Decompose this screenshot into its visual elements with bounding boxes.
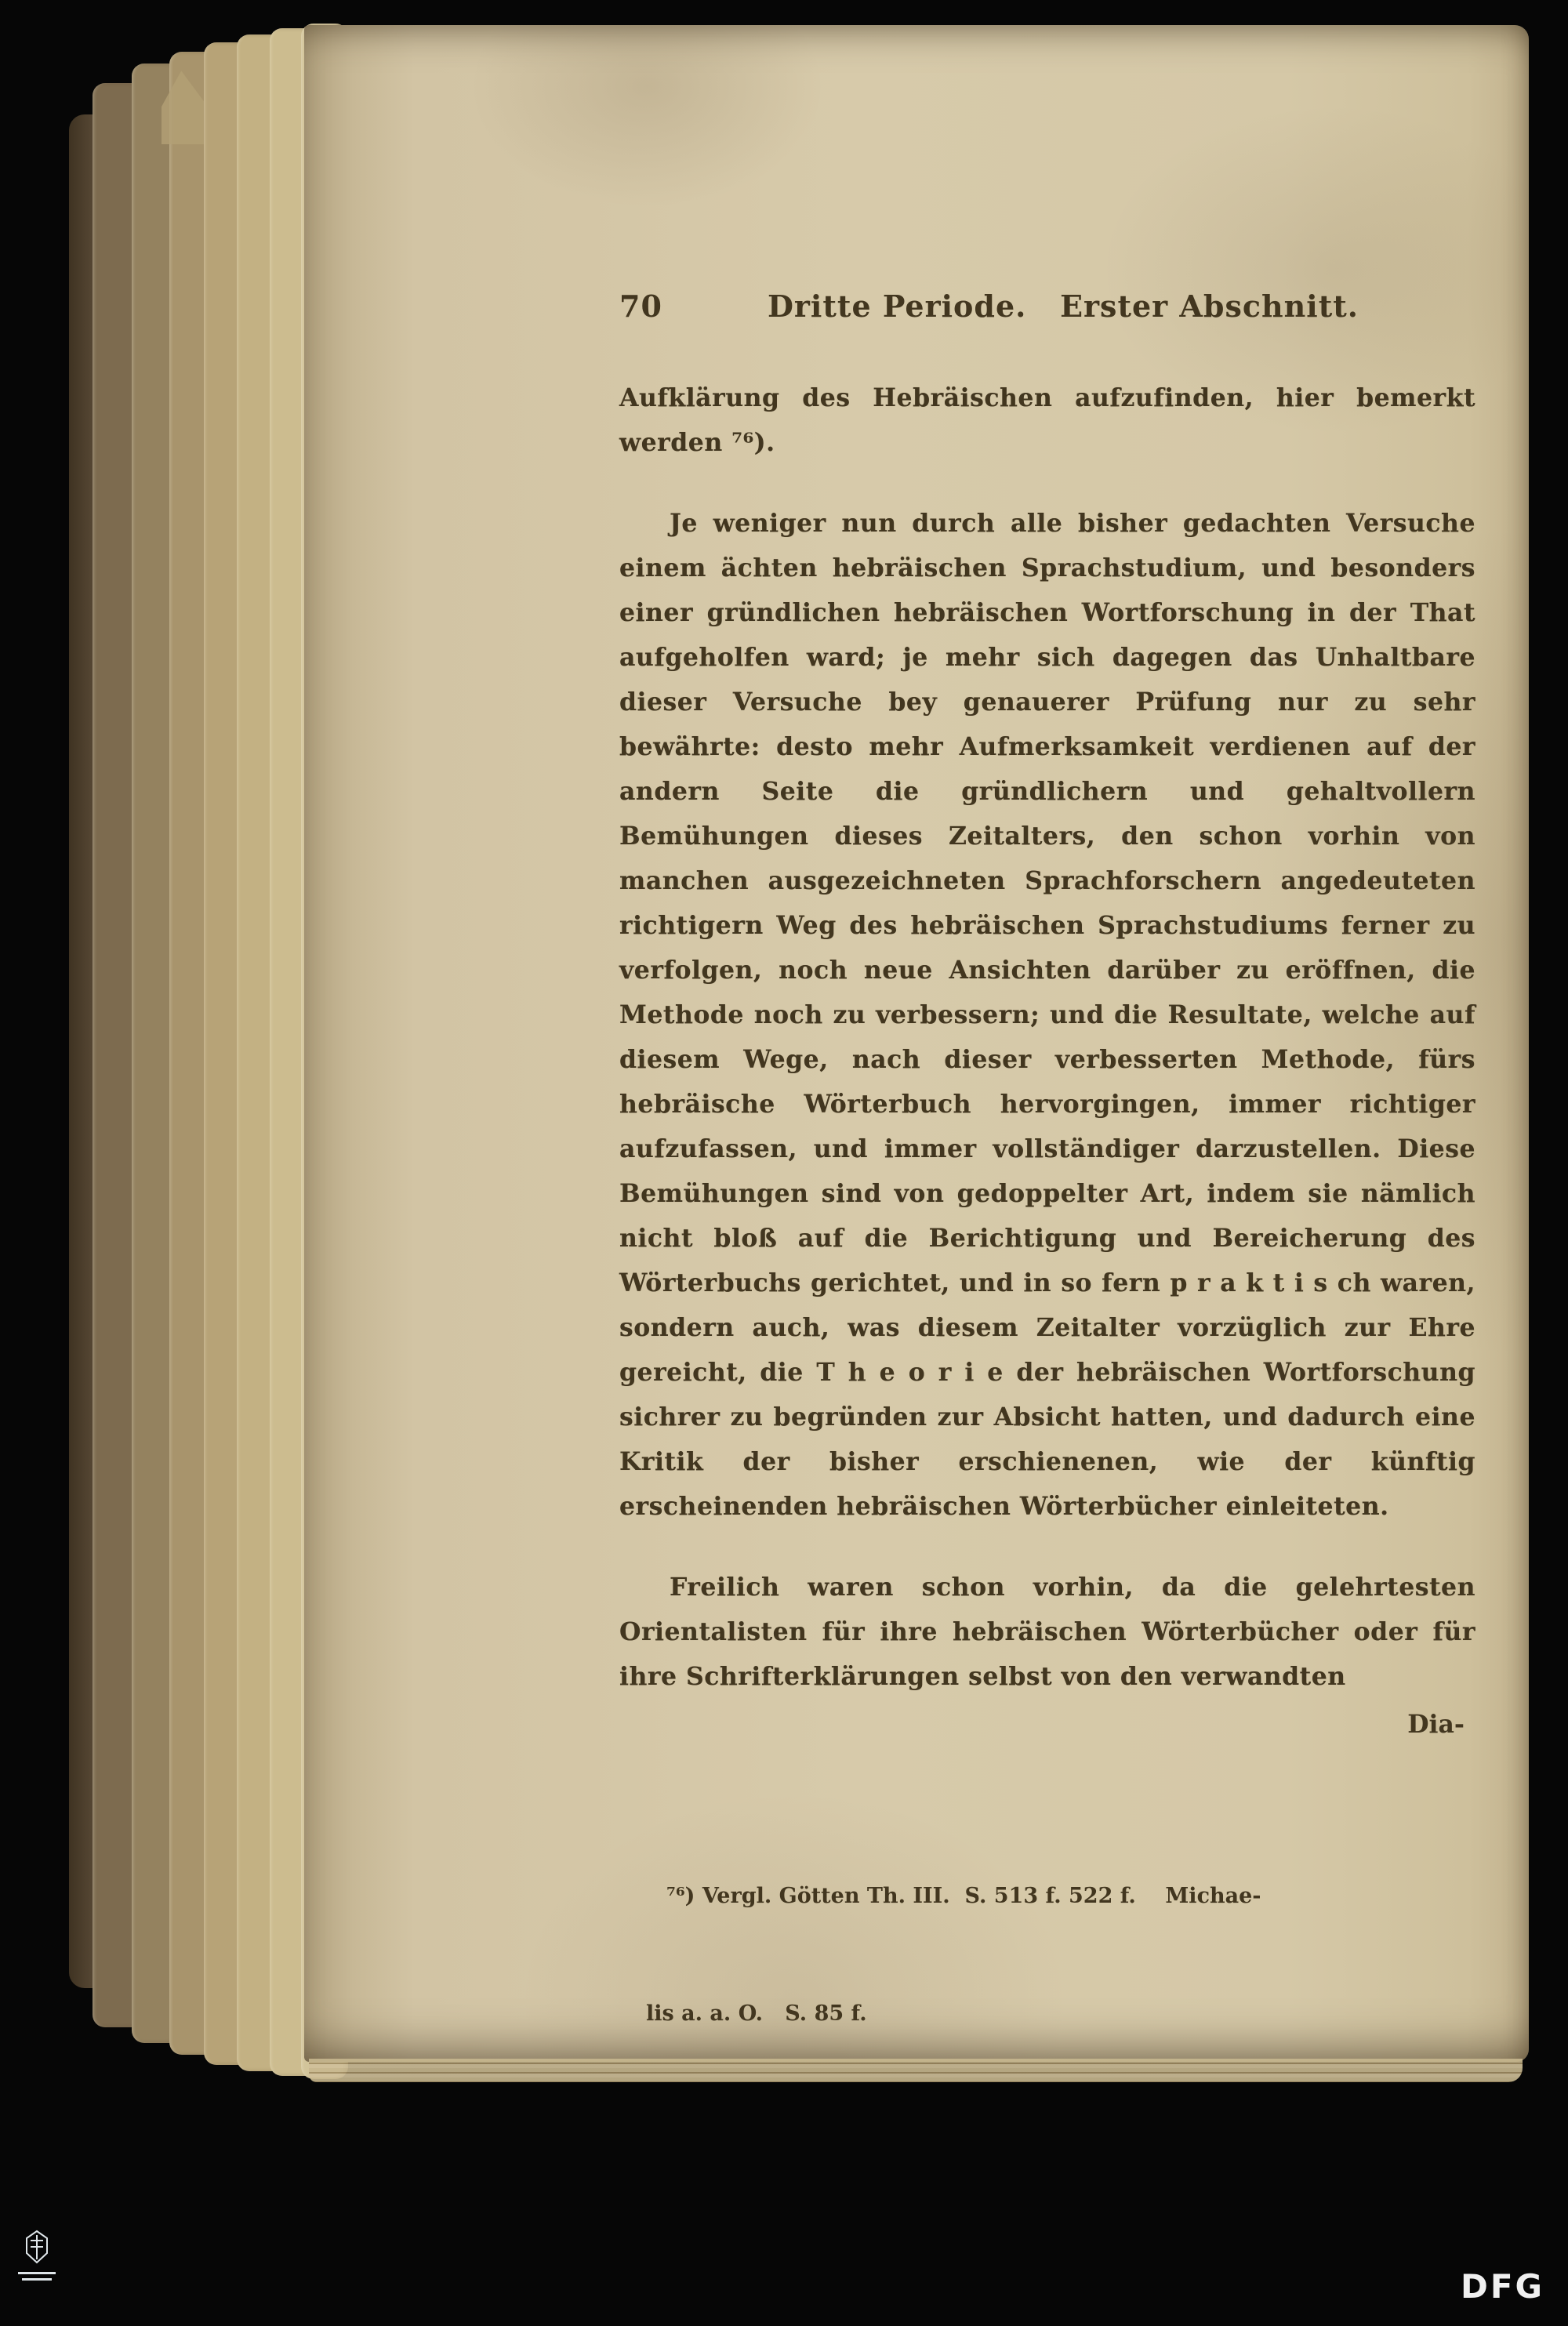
bottom-page-edges	[309, 2059, 1523, 2082]
dfg-logo: DFG	[1460, 2267, 1544, 2306]
paragraph-final: Freilich waren schon vorhin, da die gelehrtesten Orientalisten für ihre hebräischen Wörterbücher oder für ihre Schrifterklärungen selbst von den verwandten	[619, 1573, 1475, 1691]
page-number: 70	[619, 288, 662, 324]
chapter-header: Dritte Periode. Erster Abschnitt.	[767, 288, 1359, 324]
footnote-line: ⁷⁶) Vergl. Götten Th. III. S. 513 f. 522 f. Michae-	[666, 1884, 1261, 1908]
footnote-line: lis a. a. O. S. 85 f.	[646, 2001, 867, 2026]
library-stamp	[14, 2228, 61, 2306]
book-scan	[69, 20, 1529, 2082]
paragraph-continuation: Aufklärung des Hebräischen aufzufinden, hier bemerkt werden ⁷⁶).	[619, 383, 1475, 457]
stamp-crest-icon	[14, 2228, 60, 2303]
paragraph-main: Je weniger nun durch alle bisher gedachten Versuche einem ächten hebräischen Sprachstudium, und besonders einer gründlichen hebräischen Wortforschung in der That aufgeholfen ward; je mehr sich dagegen das Unhaltbare dieser Versuche bey genauerer Prüfung nur zu sehr bewährte: desto mehr Aufmerksamkeit verdienen auf der andern Seite die gründlichern und gehaltvollern Bemühungen dieses Zeitalters, den schon vorhin von manchen ausgezeichneten Sprachforschern angedeuteten richtigern Weg des hebräischen Sprachstudiums ferner zu verfolgen, noch neue Ansichten darüber zu eröffnen, die Methode noch zu verbessern; und die Resultate, welche auf diesem Wege, nach dieser verbesserten Methode, fürs hebräische Wörterbuch hervorgingen, immer richtiger aufzufassen, und immer vollständiger darzustellen. Diese Bemühungen sind von gedoppelter Art, indem sie nämlich nicht bloß auf die Berichtigung und Bereicherung des Wörterbuchs gerichtet, und in so fern p r a k t i s ch waren, sondern auch, was diesem Zeitalter vorzüglich zur Ehre gereicht, die T h e o r i e der hebräischen Wortforschung sichrer zu begründen zur Absicht hatten, und dadurch eine Kritik der bisher erschienenen, wie der künftig erscheinenden hebräischen Wörterbücher einleiteten.	[619, 509, 1475, 1521]
text-column	[619, 288, 1475, 2112]
running-header	[619, 288, 1475, 324]
book-page	[304, 25, 1529, 2062]
catchword: Dia-	[1407, 1710, 1465, 1739]
